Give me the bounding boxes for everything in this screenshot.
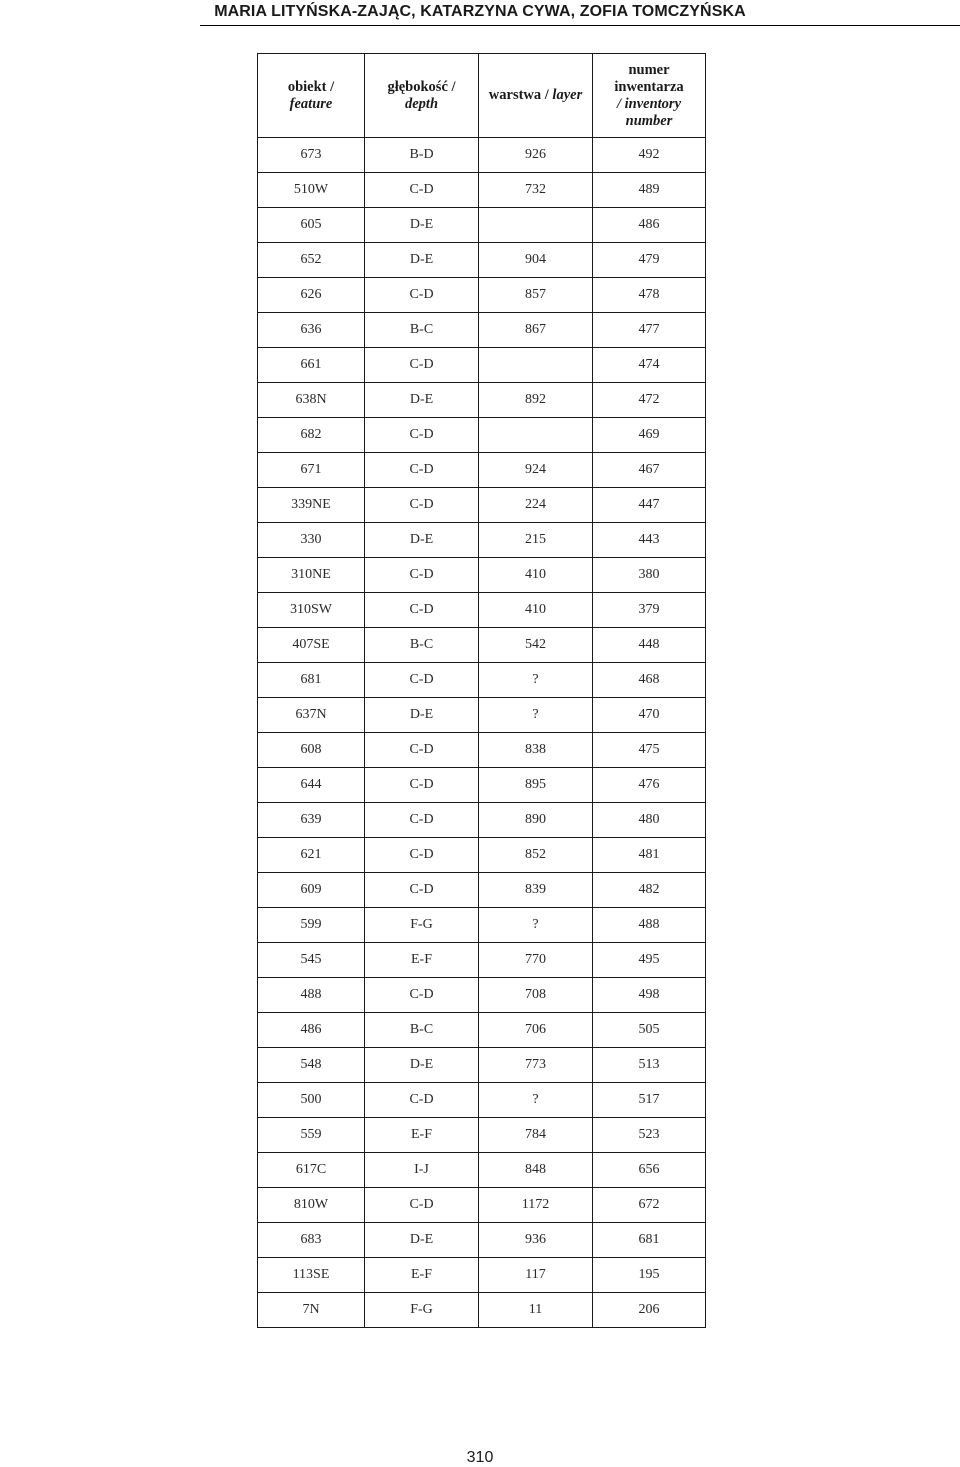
layer-cell <box>479 208 593 243</box>
table-row <box>258 943 706 978</box>
depth-cell: D-E <box>365 1223 479 1258</box>
table-row <box>258 348 706 383</box>
layer-cell: 706 <box>479 1013 593 1048</box>
layer-cell: 848 <box>479 1153 593 1188</box>
depth-cell: C-D <box>365 558 479 593</box>
feature-cell: 488 <box>258 978 365 1013</box>
layer-cell: 224 <box>479 488 593 523</box>
inventory-number-cell: 523 <box>593 1118 706 1153</box>
inventory-number-cell: 467 <box>593 453 706 488</box>
inventory-number-cell: 498 <box>593 978 706 1013</box>
table-row <box>258 313 706 348</box>
depth-cell: C-D <box>365 978 479 1013</box>
feature-cell: 599 <box>258 908 365 943</box>
table-row <box>258 733 706 768</box>
inventory-number-cell: 380 <box>593 558 706 593</box>
table-row <box>258 628 706 663</box>
inventory-number-cell: 470 <box>593 698 706 733</box>
table-row <box>258 1048 706 1083</box>
table-row <box>258 838 706 873</box>
table-row <box>258 1013 706 1048</box>
feature-cell: 310SW <box>258 593 365 628</box>
layer-cell: 857 <box>479 278 593 313</box>
depth-cell: C-D <box>365 278 479 313</box>
header-depth-en: depth <box>404 95 439 112</box>
feature-cell: 7N <box>258 1293 365 1328</box>
inventory-number-cell: 379 <box>593 593 706 628</box>
table-row <box>258 873 706 908</box>
feature-cell: 548 <box>258 1048 365 1083</box>
header-inventory-pl: numer inwentarza <box>614 61 684 95</box>
feature-cell: 330 <box>258 523 365 558</box>
layer-cell <box>479 348 593 383</box>
feature-cell: 810W <box>258 1188 365 1223</box>
inventory-number-cell: 681 <box>593 1223 706 1258</box>
running-head: MARIA LITYŃSKA-ZAJĄC, KATARZYNA CYWA, ZOFIA TOMCZYŃSKA <box>214 3 746 20</box>
layer-cell: 11 <box>479 1293 593 1328</box>
feature-cell: 661 <box>258 348 365 383</box>
feature-cell: 310NE <box>258 558 365 593</box>
feature-cell: 671 <box>258 453 365 488</box>
layer-cell: 838 <box>479 733 593 768</box>
depth-cell: C-D <box>365 768 479 803</box>
depth-cell: E-F <box>365 1118 479 1153</box>
layer-cell: 1172 <box>479 1188 593 1223</box>
depth-cell: C-D <box>365 418 479 453</box>
inventory-number-cell: 469 <box>593 418 706 453</box>
layer-cell: 890 <box>479 803 593 838</box>
feature-cell: 644 <box>258 768 365 803</box>
depth-cell: C-D <box>365 733 479 768</box>
header-feature-pl: obiekt / <box>287 78 335 95</box>
table-row <box>258 593 706 628</box>
inventory-number-cell: 443 <box>593 523 706 558</box>
feature-cell: 339NE <box>258 488 365 523</box>
depth-cell: C-D <box>365 1188 479 1223</box>
table-row <box>258 768 706 803</box>
depth-cell: E-F <box>365 943 479 978</box>
depth-cell: C-D <box>365 1083 479 1118</box>
header-depth <box>365 54 479 138</box>
depth-cell: D-E <box>365 698 479 733</box>
inventory-number-cell: 672 <box>593 1188 706 1223</box>
feature-cell: 545 <box>258 943 365 978</box>
table-row <box>258 908 706 943</box>
table-header <box>258 54 706 138</box>
table-row <box>258 138 706 173</box>
feature-cell: 559 <box>258 1118 365 1153</box>
feature-cell: 682 <box>258 418 365 453</box>
depth-cell: D-E <box>365 523 479 558</box>
header-inventory-en: / inventory number <box>616 95 682 129</box>
layer-cell: 542 <box>479 628 593 663</box>
layer-cell: 773 <box>479 1048 593 1083</box>
feature-cell: 652 <box>258 243 365 278</box>
feature-cell: 609 <box>258 873 365 908</box>
inventory-number-cell: 486 <box>593 208 706 243</box>
inventory-number-cell: 448 <box>593 628 706 663</box>
inventory-number-cell: 479 <box>593 243 706 278</box>
depth-cell: C-D <box>365 803 479 838</box>
layer-cell: 215 <box>479 523 593 558</box>
table-row <box>258 523 706 558</box>
layer-cell: 708 <box>479 978 593 1013</box>
layer-cell: 770 <box>479 943 593 978</box>
inventory-number-cell: 481 <box>593 838 706 873</box>
header-depth-pl: głębokość / <box>387 78 456 95</box>
depth-cell: C-D <box>365 593 479 628</box>
feature-cell: 636 <box>258 313 365 348</box>
table-row <box>258 1188 706 1223</box>
depth-cell: B-D <box>365 138 479 173</box>
layer-cell: ? <box>479 698 593 733</box>
layer-cell: ? <box>479 663 593 698</box>
feature-cell: 639 <box>258 803 365 838</box>
layer-cell: ? <box>479 1083 593 1118</box>
layer-cell <box>479 418 593 453</box>
depth-cell: C-D <box>365 453 479 488</box>
table-row <box>258 1118 706 1153</box>
table-row <box>258 1153 706 1188</box>
inventory-number-cell: 489 <box>593 173 706 208</box>
inventory-number-cell: 475 <box>593 733 706 768</box>
depth-cell: D-E <box>365 1048 479 1083</box>
page-number: 310 <box>466 1449 494 1466</box>
header-feature <box>258 54 365 138</box>
feature-cell: 605 <box>258 208 365 243</box>
depth-cell: B-C <box>365 313 479 348</box>
inventory-number-cell: 492 <box>593 138 706 173</box>
depth-cell: B-C <box>365 1013 479 1048</box>
table-row <box>258 243 706 278</box>
layer-cell: 895 <box>479 768 593 803</box>
layer-cell: 924 <box>479 453 593 488</box>
inventory-number-cell: 476 <box>593 768 706 803</box>
header-inventory-number <box>593 54 706 138</box>
depth-cell: F-G <box>365 908 479 943</box>
inventory-number-cell: 656 <box>593 1153 706 1188</box>
inventory-number-cell: 206 <box>593 1293 706 1328</box>
inventory-number-cell: 477 <box>593 313 706 348</box>
feature-cell: 608 <box>258 733 365 768</box>
layer-cell: 904 <box>479 243 593 278</box>
depth-cell: D-E <box>365 243 479 278</box>
feature-cell: 113SE <box>258 1258 365 1293</box>
inventory-number-cell: 513 <box>593 1048 706 1083</box>
inventory-number-cell: 482 <box>593 873 706 908</box>
table-row <box>258 803 706 838</box>
inventory-number-cell: 468 <box>593 663 706 698</box>
table-row <box>258 173 706 208</box>
depth-cell: C-D <box>365 838 479 873</box>
depth-cell: C-D <box>365 663 479 698</box>
feature-cell: 683 <box>258 1223 365 1258</box>
table-row <box>258 1258 706 1293</box>
table-row <box>258 383 706 418</box>
table-row <box>258 453 706 488</box>
inventory-number-cell: 505 <box>593 1013 706 1048</box>
header-feature-en: feature <box>289 95 333 112</box>
table-row <box>258 663 706 698</box>
table-row <box>258 978 706 1013</box>
table-body <box>258 138 706 1328</box>
inventory-number-cell: 517 <box>593 1083 706 1118</box>
table-row <box>258 208 706 243</box>
inventory-number-cell: 474 <box>593 348 706 383</box>
layer-cell: 852 <box>479 838 593 873</box>
table-header-row <box>258 54 706 138</box>
layer-cell: 892 <box>479 383 593 418</box>
table-row <box>258 1293 706 1328</box>
layer-cell: 936 <box>479 1223 593 1258</box>
header-layer-en: layer <box>552 87 583 103</box>
feature-cell: 681 <box>258 663 365 698</box>
feature-cell: 407SE <box>258 628 365 663</box>
header-rule <box>200 25 960 26</box>
layer-cell: 732 <box>479 173 593 208</box>
depth-cell: D-E <box>365 383 479 418</box>
inventory-number-cell: 495 <box>593 943 706 978</box>
depth-cell: D-E <box>365 208 479 243</box>
feature-cell: 638N <box>258 383 365 418</box>
depth-cell: F-G <box>365 1293 479 1328</box>
inventory-number-cell: 488 <box>593 908 706 943</box>
inventory-number-cell: 480 <box>593 803 706 838</box>
feature-cell: 637N <box>258 698 365 733</box>
layer-cell: 867 <box>479 313 593 348</box>
header-layer <box>479 54 593 138</box>
table-row <box>258 558 706 593</box>
depth-cell: C-D <box>365 488 479 523</box>
depth-cell: B-C <box>365 628 479 663</box>
inventory-number-cell: 478 <box>593 278 706 313</box>
table-row <box>258 278 706 313</box>
layer-cell: 410 <box>479 593 593 628</box>
table-row <box>258 698 706 733</box>
depth-cell: C-D <box>365 873 479 908</box>
header-layer-pl: warstwa / <box>488 87 549 103</box>
depth-cell: I-J <box>365 1153 479 1188</box>
layer-cell: 117 <box>479 1258 593 1293</box>
depth-cell: C-D <box>365 348 479 383</box>
feature-cell: 673 <box>258 138 365 173</box>
layer-cell: ? <box>479 908 593 943</box>
table-row <box>258 488 706 523</box>
table-row <box>258 1223 706 1258</box>
layer-cell: 926 <box>479 138 593 173</box>
layer-cell: 839 <box>479 873 593 908</box>
feature-cell: 626 <box>258 278 365 313</box>
inventory-number-cell: 195 <box>593 1258 706 1293</box>
inventory-number-cell: 447 <box>593 488 706 523</box>
feature-cell: 486 <box>258 1013 365 1048</box>
inventory-table <box>257 53 706 1328</box>
table-row <box>258 1083 706 1118</box>
depth-cell: C-D <box>365 173 479 208</box>
feature-cell: 617C <box>258 1153 365 1188</box>
depth-cell: E-F <box>365 1258 479 1293</box>
feature-cell: 510W <box>258 173 365 208</box>
inventory-number-cell: 472 <box>593 383 706 418</box>
feature-cell: 500 <box>258 1083 365 1118</box>
layer-cell: 410 <box>479 558 593 593</box>
layer-cell: 784 <box>479 1118 593 1153</box>
feature-cell: 621 <box>258 838 365 873</box>
table-row <box>258 418 706 453</box>
